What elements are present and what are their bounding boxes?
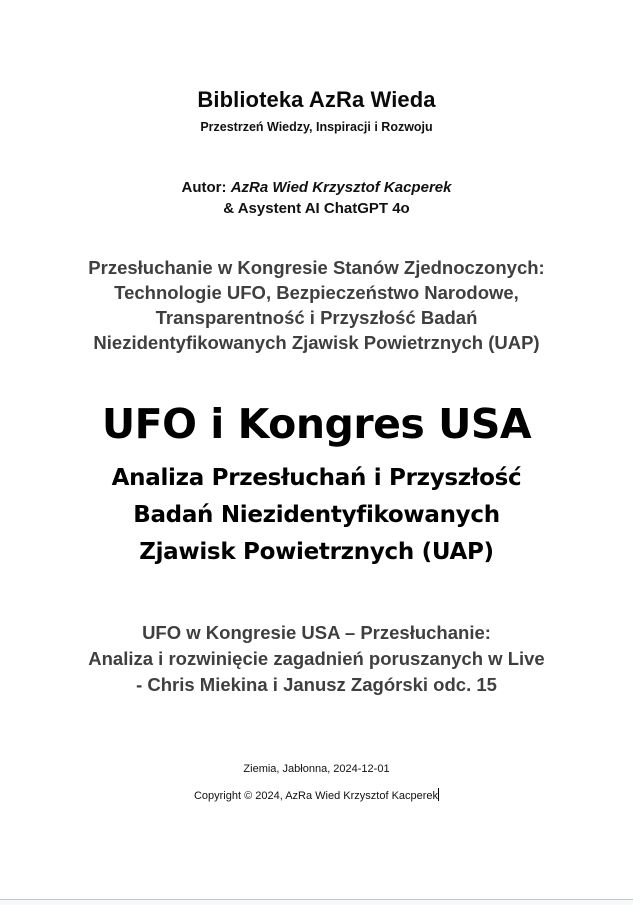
text-cursor: [438, 788, 439, 801]
episode-line: - Chris Miekina i Janusz Zagórski odc. 15: [136, 674, 497, 695]
hearing-line: Niezidentyfikowanych Zjawisk Powietrznych (UAP): [93, 332, 540, 353]
place-date: Ziemia, Jabłonna, 2024-12-01: [243, 763, 390, 775]
copyright-text: Copyright © 2024, AzRa Wied Krzysztof Kacperek: [193, 790, 439, 802]
main-subtitle-line: Analiza Przesłuchań i Przyszłość: [111, 465, 522, 491]
library-subtitle: Przestrzeń Wiedzy, Inspiracji i Rozwoju: [200, 120, 433, 134]
author-line: [0, 179, 633, 196]
hearing-line: Technologie UFO, Bezpieczeństwo Narodowe,: [114, 282, 519, 303]
coauthor-line: & Asystent AI ChatGPT 4o: [223, 200, 410, 217]
main-subtitle: [0, 460, 633, 571]
main-title: UFO i Kongres USA: [101, 400, 532, 448]
hearing-line: Transparentność i Przyszłość Badań: [155, 307, 478, 328]
author-name: AzRa Wied Krzysztof Kacperek: [230, 179, 452, 196]
episode-line: Analiza i rozwinięcie zagadnień poruszanych w Live: [88, 648, 545, 669]
main-subtitle-line: Zjawisk Powietrznych (UAP): [139, 539, 494, 565]
episode-line: UFO w Kongresie USA – Przesłuchanie:: [142, 622, 491, 643]
author-label: Autor:: [181, 179, 227, 196]
library-title: Biblioteka AzRa Wieda: [197, 87, 436, 112]
main-subtitle-line: Badań Niezidentyfikowanych: [133, 502, 500, 528]
episode-description: [0, 620, 633, 698]
next-page-area: [0, 900, 633, 905]
hearing-line: Przesłuchanie w Kongresie Stanów Zjednoczonych:: [88, 257, 545, 278]
hearing-heading: [0, 255, 633, 355]
copyright-line[interactable]: [0, 788, 633, 802]
